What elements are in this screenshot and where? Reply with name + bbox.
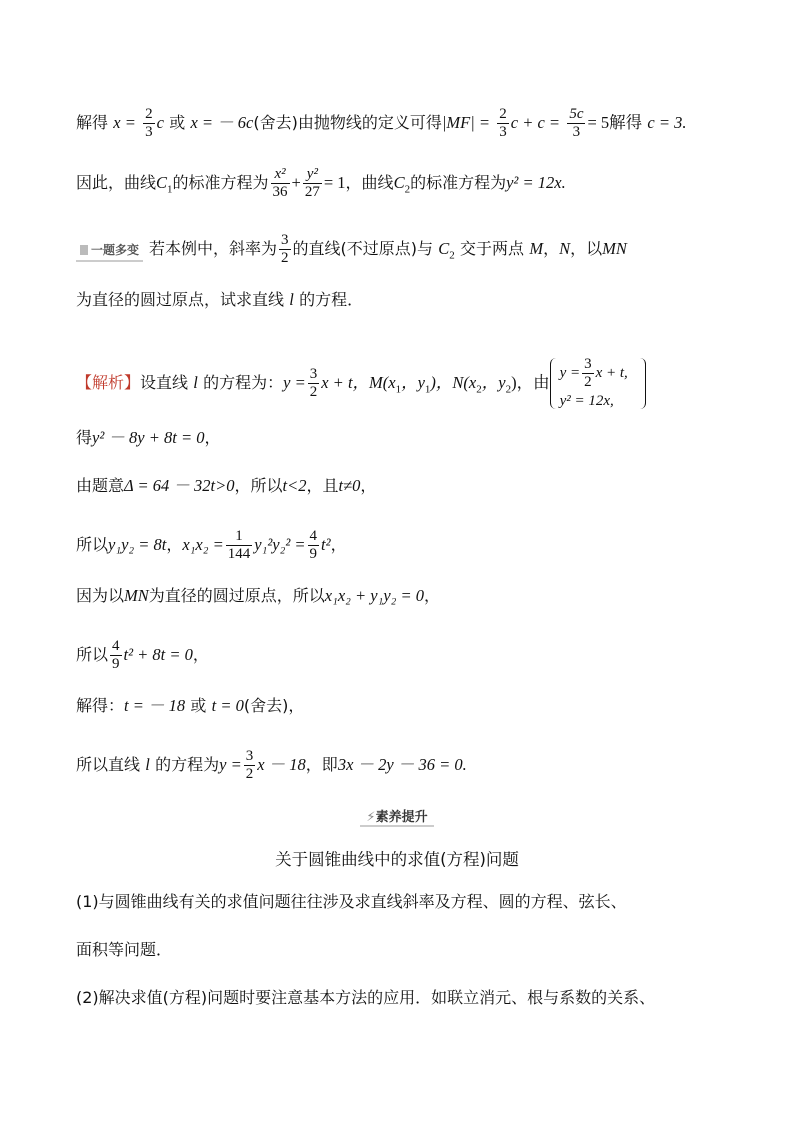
paragraph-1-line-2: 面积等问题．: [76, 940, 173, 959]
analysis-line-7: 解得：t = － 18 或 t = 0(舍去)，: [76, 696, 305, 715]
paragraph-2-line-1: (2)解决求值(方程)问题时要注意基本方法的应用．如联立消元、根与系数的关系、: [76, 988, 656, 1007]
fraction: $\frac{\text{y²}}{27}$: [304, 166, 320, 200]
fraction: $\frac{4}{9}$: [309, 528, 318, 562]
fraction: $\frac{3}{2}$: [281, 232, 289, 266]
solution-line-1: 解得 x = $\frac{2}{3}$ c 或 x = － 6c(舍去)由抛物线的定义可得|MF| = $\frac{2}{3}$ c + c = $\frac{5c}{3}$ = 5解得 c = 3.: [76, 106, 687, 140]
analysis-line-5: 因为以MN为直径的圆过原点，所以x₁x₂ + y₁y₂ = 0，: [76, 586, 441, 605]
fraction: $\frac{3}{2}$: [309, 366, 318, 400]
fraction: $\frac{\text{x²}}{36}$: [272, 166, 288, 200]
equation-system: y = $\frac{3}{2}$ x + t, y² = 12x,: [550, 356, 646, 411]
fraction: $\frac{2}{3}$: [499, 106, 507, 140]
fraction: $\frac{3}{2}$: [245, 748, 254, 782]
analysis-line-8: 所以直线 l 的方程为y = $\frac{3}{2}$ x － 18，即3x － 2y － 36 = 0.: [76, 748, 467, 782]
lightning-icon: ⚡: [366, 810, 376, 825]
fraction: $\frac{5c}{3}$: [569, 106, 584, 140]
fraction: $\frac{1}{144}$: [227, 528, 251, 562]
analysis-tag: 【解析】: [76, 373, 141, 392]
topic-heading: 关于圆锥曲线中的求值(方程)问题: [275, 850, 519, 869]
literacy-badge: ⚡素养提升: [360, 806, 433, 827]
analysis-line-2: 得y² － 8y + 8t = 0，: [76, 428, 221, 447]
analysis-line-6: 所以 $\frac{4}{9}$ t² + 8t = 0，: [76, 638, 209, 672]
analysis-line-1: 【解析】设直线 l 的方程为：y = $\frac{3}{2}$ x + t，$M(x_1$，$y_1$)，$N(x_2$，$y_2$)，由 y = $\frac{3}{2}$ x + t, y² = 12x,: [76, 356, 734, 411]
section-header: [0, 806, 794, 827]
analysis-line-4: 所以y₁y₂ = 8t，x₁x₂ = $\frac{1}{144}$ y₁²y₂² = $\frac{4}{9}$ t²，: [76, 528, 347, 562]
analysis-line-3: 由题意Δ = 64 － 32t>0，所以t<2，且t≠0，: [76, 476, 377, 495]
solution-line-2: 因此，曲线$C_1$的标准方程为 $\frac{\text{x²}}{36}$ + $\frac{\text{y²}}{27}$ = 1，曲线$C_2$的标准方程为y² = 12x.: [76, 166, 566, 200]
variant-question-line-1: 一题多变 若本例中，斜率为 $\frac{3}{2}$ 的直线(不过原点)与 $C_2$ 交于两点 M，N，以MN: [76, 232, 734, 267]
variant-badge: 一题多变: [76, 240, 143, 262]
fraction: $\frac{4}{9}$: [112, 638, 120, 672]
variant-question-line-2: 为直径的圆过原点，试求直线 l 的方程．: [76, 290, 364, 309]
fraction: $\frac{2}{3}$: [145, 106, 153, 140]
paragraph-1-line-1: (1)与圆锥曲线有关的求值问题往往涉及求直线斜率及方程、圆的方程、弦长、: [76, 892, 627, 911]
